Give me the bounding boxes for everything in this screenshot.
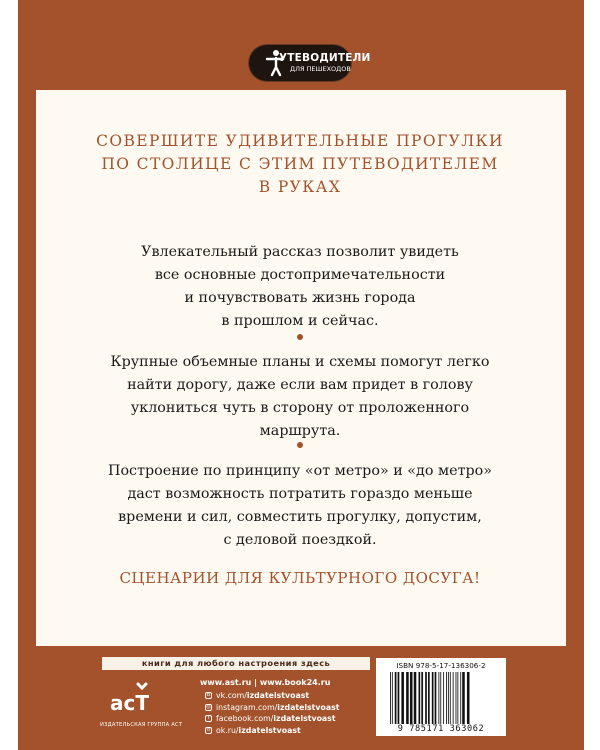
footer-strip: книги для любого настроения здесь <box>102 657 370 670</box>
barcode-bar <box>457 672 458 724</box>
paragraph-line: Увлекательный рассказ позволит увидеть <box>141 244 459 260</box>
social-prefix: facebook.com/ <box>216 714 274 723</box>
paragraph-line: уклониться чуть в сторону от проложенного <box>130 400 470 416</box>
paragraph-line: все основные достопримечательности <box>154 267 446 283</box>
social-handle: izdatelstvoast <box>273 714 336 723</box>
paragraph-maps <box>0 351 600 443</box>
social-link[interactable] <box>205 690 339 702</box>
barcode-bar <box>435 672 437 724</box>
social-handle: izdatelstvoast <box>246 691 310 700</box>
barcode-bar <box>390 672 391 724</box>
facebook-icon: f <box>205 715 212 722</box>
barcode-bar <box>398 672 400 724</box>
social-handle: izdatelstvoast <box>238 725 301 735</box>
barcode-bar <box>392 672 393 724</box>
social-prefix: instagram.com/ <box>216 702 278 712</box>
paragraph-line: в прошлом и сейчас. <box>221 313 379 329</box>
barcode-bar <box>432 672 434 724</box>
publisher-logo-text: acT <box>110 691 149 715</box>
barcode-bar <box>456 672 457 724</box>
tagline: СЦЕНАРИИ ДЛЯ КУЛЬТУРНОГО ДОСУГА! <box>119 569 481 587</box>
ok-icon: о <box>206 726 211 733</box>
barcode-bar <box>419 672 421 724</box>
headline-line: ПО СТОЛИЦЕ С ЭТИМ ПУТЕВОДИТЕЛЕМ <box>101 155 499 173</box>
social-prefix: vk.com/ <box>216 691 247 700</box>
paragraph-line: найти дорогу, даже если вам придет в голову <box>127 377 473 393</box>
barcode-bar <box>395 672 397 724</box>
paragraph-line: даст возможность потратить гораздо меньше <box>127 486 473 502</box>
barcode-bar <box>406 672 409 724</box>
separator-dot <box>297 442 303 448</box>
vk-icon: В <box>206 692 211 699</box>
publisher-name: ИЗДАТЕЛЬСКАЯ ГРУППА АСТ <box>100 722 183 728</box>
barcode-bar <box>462 672 465 724</box>
barcode-bar <box>450 672 451 724</box>
barcode-bar <box>421 672 423 724</box>
paragraph-story <box>0 241 600 333</box>
headline-line: В РУКАХ <box>258 178 342 196</box>
barcode-bar <box>425 672 427 724</box>
barcode-bar <box>460 672 461 724</box>
paragraph-line: времени и сил, совместить прогулку, допустим, <box>118 509 482 525</box>
social-links <box>205 690 339 736</box>
headline <box>0 130 600 199</box>
barcode-bar <box>428 672 430 724</box>
barcode-bar <box>401 672 404 724</box>
paragraph-line: маршрута. <box>259 423 341 439</box>
barcode-bar <box>414 672 417 724</box>
series-logo-line1: УТЕВОДИТЕЛИ <box>279 52 371 64</box>
paragraph-line: Построение по принципу «от метро» и «до метро» <box>107 463 493 479</box>
barcode-bar <box>453 672 454 724</box>
headline-line: СОВЕРШИТЕ УДИВИТЕЛЬНЫЕ ПРОГУЛКИ <box>96 132 504 150</box>
series-logo <box>249 45 371 81</box>
social-link[interactable] <box>205 702 339 714</box>
barcode-bar <box>448 672 449 724</box>
social-link[interactable] <box>205 713 339 725</box>
paragraph-metro <box>0 460 600 552</box>
barcode-bar <box>438 672 439 724</box>
paragraph-line: и почувствовать жизнь города <box>184 290 416 306</box>
publisher-logo <box>108 680 154 720</box>
social-link[interactable] <box>205 725 339 737</box>
social-prefix: ok.ru/ <box>216 725 239 735</box>
isbn-box <box>376 658 506 736</box>
barcode-bar <box>410 672 413 724</box>
barcode-bar <box>446 672 447 724</box>
barcode-bar <box>467 672 470 724</box>
isbn-number: ISBN 978-5-17-136306-2 <box>396 661 486 670</box>
barcode-bar <box>440 672 441 724</box>
barcode <box>388 672 500 724</box>
barcode-digits: 9 785171 363062 <box>397 724 485 734</box>
barcode-bar <box>443 672 444 724</box>
paragraph-line: Крупные объемные планы и схемы помогут легко <box>110 354 490 370</box>
separator-dot <box>297 334 303 340</box>
paragraph-line: с деловой поездкой. <box>223 532 377 548</box>
instagram-icon: ◎ <box>206 703 211 710</box>
publisher-sites[interactable]: www.ast.ru | www.book24.ru <box>200 678 331 687</box>
social-handle: izdatelstvoast <box>277 702 340 712</box>
series-logo-line2: ДЛЯ ПЕШЕХОДОВ <box>290 65 351 73</box>
